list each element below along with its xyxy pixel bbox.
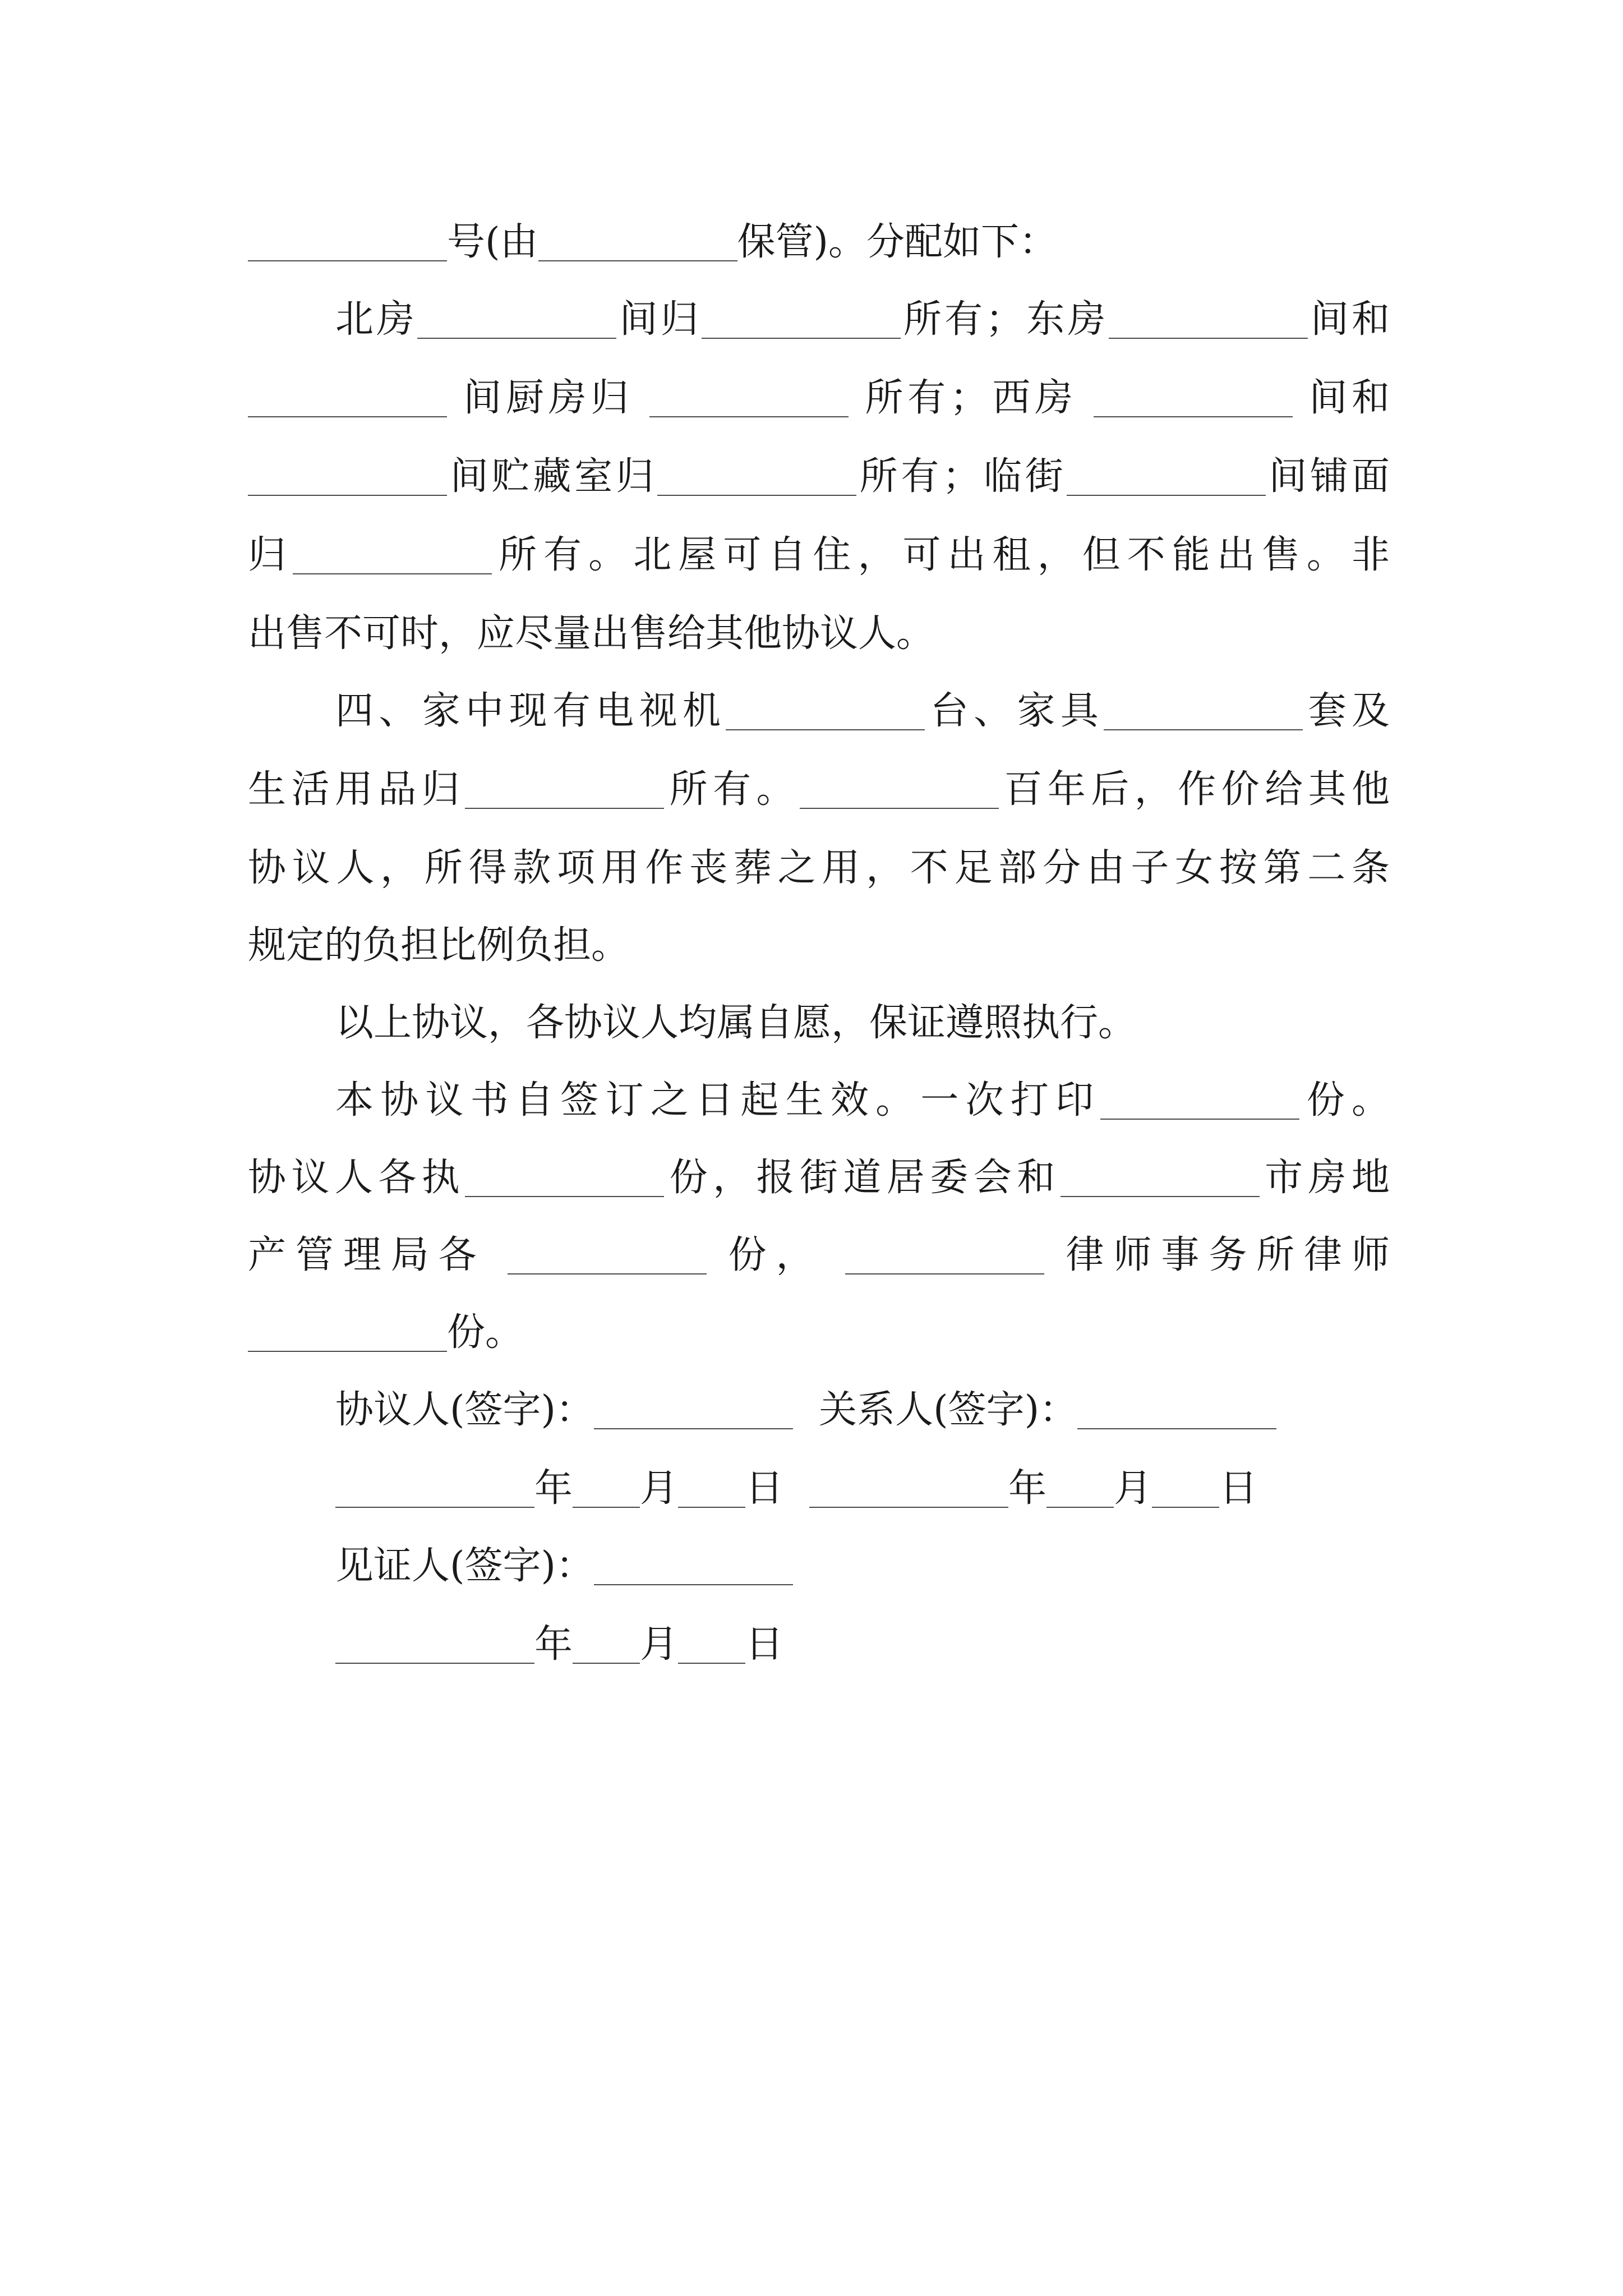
agreement-line-6: 出售不可时，应尽量出售给其他协议人。 bbox=[248, 611, 935, 656]
signature-row-witness bbox=[335, 1544, 793, 1588]
agreement-line-14: 产管理局各 份， 律师事务所律师 bbox=[248, 1233, 1390, 1277]
year-field[interactable] bbox=[335, 1626, 534, 1664]
relation-signature-label: 关系人(签字)： bbox=[819, 1388, 1078, 1432]
fill-blank[interactable] bbox=[293, 536, 492, 574]
fill-blank[interactable] bbox=[845, 1236, 1044, 1274]
agreement-line-8: 生活用品归 所有。 百年后，作价给其他 bbox=[248, 767, 1390, 812]
fill-blank[interactable] bbox=[1100, 1082, 1299, 1120]
agreement-line-1: 号(由 保管)。分配如下： bbox=[248, 223, 1057, 261]
fill-blank[interactable] bbox=[248, 379, 447, 417]
fill-blank[interactable] bbox=[649, 379, 849, 417]
agreement-line-11: 以上协议，各协议人均属自愿，保证遵照执行。 bbox=[335, 1001, 1137, 1045]
fill-blank[interactable] bbox=[248, 1314, 447, 1352]
signature-row-parties bbox=[335, 1388, 1276, 1432]
agreement-line-7: 四、家中现有电视机 台、家具 套及 bbox=[335, 689, 1390, 733]
agreement-line-13: 协议人各执 份，报街道居委会和 市房地 bbox=[248, 1156, 1390, 1200]
year-field[interactable] bbox=[335, 1470, 534, 1508]
fill-blank[interactable] bbox=[1094, 379, 1293, 417]
fill-blank[interactable] bbox=[248, 458, 447, 496]
month-field[interactable] bbox=[573, 1470, 640, 1508]
fill-blank[interactable] bbox=[1061, 1159, 1260, 1197]
party-signature-label: 协议人(签字)： bbox=[335, 1388, 594, 1432]
agreement-line-12: 本协议书自签订之日起生效。一次打印 份。 bbox=[335, 1078, 1390, 1122]
fill-blank[interactable] bbox=[1104, 692, 1303, 730]
agreement-line-10: 规定的负担比例负担。 bbox=[248, 923, 630, 968]
fill-blank[interactable] bbox=[800, 771, 999, 809]
agreement-line-3: 间厨房归 所有；西房 间和 bbox=[248, 379, 1390, 417]
month-field[interactable] bbox=[573, 1626, 640, 1664]
relation-signature-field[interactable] bbox=[1077, 1391, 1276, 1429]
month-field[interactable] bbox=[1046, 1470, 1114, 1508]
fill-blank[interactable] bbox=[465, 1159, 664, 1197]
fill-blank[interactable] bbox=[657, 458, 856, 496]
signature-date-row: 年 月 日 年 月 日 bbox=[335, 1470, 1257, 1508]
agreement-line-9: 协议人，所得款项用作丧葬之用，不足部分由子女按第二条 bbox=[248, 846, 1390, 890]
witness-signature-field[interactable] bbox=[594, 1547, 793, 1585]
fill-blank[interactable] bbox=[726, 692, 925, 730]
fill-blank[interactable] bbox=[702, 301, 901, 339]
year-field[interactable] bbox=[809, 1470, 1008, 1508]
fill-blank[interactable] bbox=[1067, 458, 1266, 496]
day-field[interactable] bbox=[678, 1626, 745, 1664]
party-signature-field[interactable] bbox=[594, 1391, 793, 1429]
witness-signature-label: 见证人(签字)： bbox=[335, 1544, 594, 1588]
fill-blank[interactable] bbox=[417, 301, 616, 339]
fill-blank[interactable] bbox=[508, 1236, 707, 1274]
witness-date-row: 年 月 日 bbox=[335, 1626, 783, 1664]
fill-blank[interactable] bbox=[1109, 301, 1308, 339]
fill-blank[interactable] bbox=[538, 223, 737, 261]
fill-blank[interactable] bbox=[248, 223, 447, 261]
day-field[interactable] bbox=[678, 1470, 745, 1508]
agreement-line-2: 北房 间归 所有；东房 间和 bbox=[335, 297, 1390, 342]
agreement-line-5: 归 所有。北屋可自住，可出租，但不能出售。非 bbox=[248, 533, 1390, 577]
fill-blank[interactable] bbox=[465, 771, 664, 809]
agreement-line-15: 份。 bbox=[248, 1314, 523, 1352]
agreement-line-4: 间贮藏室归 所有；临街 间铺面 bbox=[248, 458, 1390, 496]
day-field[interactable] bbox=[1152, 1470, 1219, 1508]
